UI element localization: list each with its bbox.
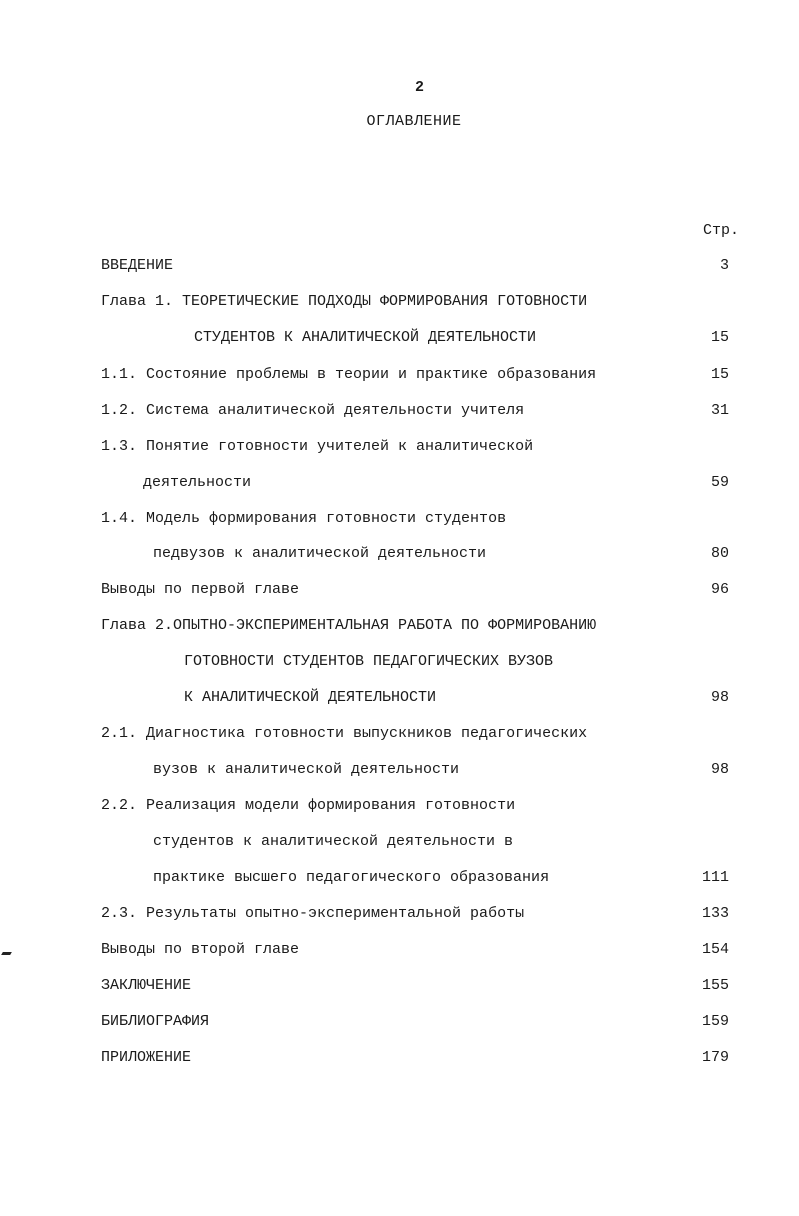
toc-entry-text: Выводы по первой главе <box>101 581 300 598</box>
toc-entry-2-1[interactable] <box>0 723 799 745</box>
toc-entry-text: ЗАКЛЮЧЕНИЕ <box>101 977 192 994</box>
toc-entry-text: 2.3. Результаты опытно-экспериментальной работы <box>101 905 525 922</box>
toc-entry-page: 3 <box>719 257 729 274</box>
toc-entry-page: 155 <box>701 977 729 994</box>
toc-entry-conclusions-2[interactable] <box>0 939 799 961</box>
toc-entry-page: 15 <box>710 329 729 346</box>
toc-entry-text: вузов к аналитической деятельности <box>153 761 460 778</box>
toc-entry-page: 179 <box>701 1049 729 1066</box>
toc-entry-text: К АНАЛИТИЧЕСКОЙ ДЕЯТЕЛЬНОСТИ <box>184 689 437 706</box>
toc-entry-conclusion[interactable] <box>0 975 799 997</box>
toc-entry-text: 1.1. Состояние проблемы в теории и практике образования <box>101 366 597 383</box>
toc-entry-page: 31 <box>710 402 729 419</box>
toc-entry-appendix[interactable] <box>0 1047 799 1069</box>
toc-entry-2-2[interactable] <box>0 795 799 817</box>
toc-entry-text: 1.4. Модель формирования готовности студентов <box>101 510 507 527</box>
toc-entry-bibliography[interactable] <box>0 1011 799 1033</box>
toc-entry-text: студентов к аналитической деятельности в <box>153 833 514 850</box>
toc-entry-introduction[interactable] <box>0 255 799 277</box>
toc-entry-chapter-2[interactable] <box>0 615 799 637</box>
toc-entry-text: 1.2. Система аналитической деятельности учителя <box>101 402 525 419</box>
toc-entry-2-2-cont-2[interactable] <box>0 867 799 889</box>
page-column-header: Стр. <box>702 222 739 239</box>
toc-entry-text: практике высшего педагогического образования <box>153 869 550 886</box>
page-number: 2 <box>414 79 424 96</box>
toc-entry-2-3[interactable] <box>0 903 799 925</box>
toc-entry-1-1[interactable] <box>0 364 799 386</box>
toc-entry-text: Выводы по второй главе <box>101 941 300 958</box>
toc-entry-page: 133 <box>701 905 729 922</box>
toc-entry-2-1-cont[interactable] <box>0 759 799 781</box>
toc-entry-page: 154 <box>701 941 729 958</box>
toc-entry-page: 59 <box>710 474 729 491</box>
toc-entry-page: 15 <box>710 366 729 383</box>
toc-entry-text: 2.1. Диагностика готовности выпускников педагогических <box>101 725 588 742</box>
scan-mark <box>1 952 12 955</box>
toc-entry-text: Глава 2.ОПЫТНО-ЭКСПЕРИМЕНТАЛЬНАЯ РАБОТА ПО ФОРМИРОВАНИЮ <box>101 617 597 634</box>
toc-entry-text: ВВЕДЕНИЕ <box>101 257 174 274</box>
toc-entry-text: ГОТОВНОСТИ СТУДЕНТОВ ПЕДАГОГИЧЕСКИХ ВУЗОВ <box>184 653 554 670</box>
toc-entry-2-2-cont[interactable] <box>0 831 799 853</box>
toc-entry-1-4-cont[interactable] <box>0 543 799 565</box>
toc-entry-text: СТУДЕНТОВ К АНАЛИТИЧЕСКОЙ ДЕЯТЕЛЬНОСТИ <box>194 329 537 346</box>
toc-entry-chapter-2-cont[interactable] <box>0 651 799 673</box>
toc-entry-1-3-cont[interactable] <box>0 472 799 494</box>
toc-entry-text: педвузов к аналитической деятельности <box>153 545 487 562</box>
toc-entry-text: БИБЛИОГРАФИЯ <box>101 1013 210 1030</box>
toc-entry-chapter-1-cont[interactable] <box>0 327 799 349</box>
toc-entry-text: Глава 1. ТЕОРЕТИЧЕСКИЕ ПОДХОДЫ ФОРМИРОВАНИЯ ГОТОВНОСТИ <box>101 293 588 310</box>
toc-entry-text: ПРИЛОЖЕНИЕ <box>101 1049 192 1066</box>
toc-entry-text: 2.2. Реализация модели формирования готовности <box>101 797 516 814</box>
toc-entry-page: 96 <box>710 581 729 598</box>
page-title: ОГЛАВЛЕНИЕ <box>366 113 462 130</box>
toc-entry-page: 159 <box>701 1013 729 1030</box>
toc-entry-conclusions-1[interactable] <box>0 579 799 601</box>
toc-entry-1-2[interactable] <box>0 400 799 422</box>
toc-entry-page: 111 <box>701 869 729 886</box>
toc-entry-chapter-1[interactable] <box>0 291 799 313</box>
toc-entry-text: деятельности <box>143 474 252 491</box>
toc-entry-page: 98 <box>710 689 729 706</box>
toc-entry-page: 80 <box>710 545 729 562</box>
toc-entry-chapter-2-cont-2[interactable] <box>0 687 799 709</box>
toc-entry-1-4[interactable] <box>0 508 799 530</box>
toc-entry-text: 1.3. Понятие готовности учителей к аналитической <box>101 438 534 455</box>
toc-entry-page: 98 <box>710 761 729 778</box>
toc-entry-1-3[interactable] <box>0 436 799 458</box>
